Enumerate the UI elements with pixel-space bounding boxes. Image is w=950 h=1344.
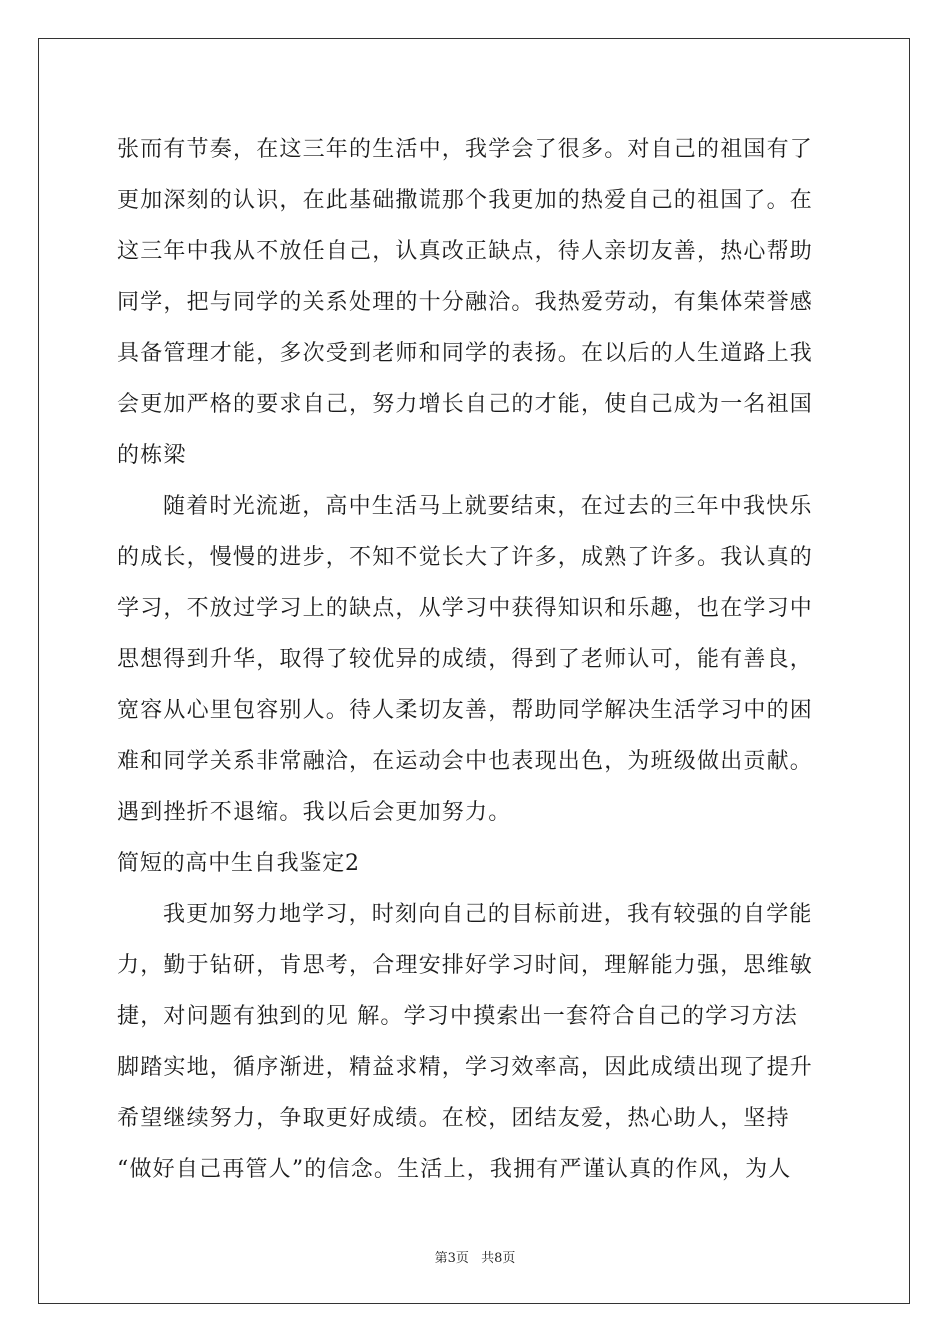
text-line: 的栋梁	[117, 443, 187, 468]
text-line: 宽容从心里包容别人。待人柔切友善，帮助同学解决生活学习中的困	[117, 698, 814, 723]
text-line: 思想得到升华，取得了较优异的成绩，得到了老师认可，能有善良，	[117, 647, 814, 672]
paragraph-first-line: 随着时光流逝，高中生活马上就要结束，在过去的三年中我快乐	[163, 494, 813, 519]
text-line: 捷，对问题有独到的见 解。学习中摸索出一套符合自己的学习方法	[117, 1004, 798, 1029]
page-number: 第3页	[434, 1251, 469, 1266]
text-line: 脚踏实地，循序渐进，精益求精，学习效率高，因此成绩出现了提升	[117, 1055, 814, 1080]
text-line: 同学，把与同学的关系处理的十分融洽。我热爱劳动，有集体荣誉感	[117, 290, 814, 315]
page-footer	[0, 1247, 950, 1266]
text-line: 更加深刻的认识，在此基础撒谎那个我更加的热爱自己的祖国了。在	[117, 188, 814, 213]
text-line: 张而有节奏，在这三年的生活中，我学会了很多。对自己的祖国有了	[117, 137, 814, 162]
text-line: 希望继续努力，争取更好成绩。在校，团结友爱，热心助人，坚持	[117, 1106, 790, 1131]
page-total: 共8页	[481, 1251, 516, 1266]
text-line: 的成长，慢慢的进步，不知不觉长大了许多，成熟了许多。我认真的	[117, 545, 814, 570]
text-line: 会更加严格的要求自己，努力增长自己的才能，使自己成为一名祖国	[117, 392, 814, 417]
text-line: 学习，不放过学习上的缺点，从学习中获得知识和乐趣，也在学习中	[117, 596, 814, 621]
section-heading: 简短的高中生自我鉴定2	[117, 851, 360, 876]
paragraph-first-line: 我更加努力地学习，时刻向自己的目标前进，我有较强的自学能	[163, 902, 813, 927]
text-line: 遇到挫折不退缩。我以后会更加努力。	[117, 800, 512, 825]
text-line: 力，勤于钻研，肯思考，合理安排好学习时间，理解能力强，思维敏	[117, 953, 814, 978]
text-line: “做好自己再管人”的信念。生活上，我拥有严谨认真的作风，为人	[117, 1157, 792, 1182]
text-line: 难和同学关系非常融洽，在运动会中也表现出色，为班级做出贡献。	[117, 749, 814, 774]
document-body	[117, 124, 835, 1195]
text-line: 具备管理才能，多次受到老师和同学的表扬。在以后的人生道路上我	[117, 341, 814, 366]
text-line: 这三年中我从不放任自己，认真改正缺点，待人亲切友善，热心帮助	[117, 239, 814, 264]
